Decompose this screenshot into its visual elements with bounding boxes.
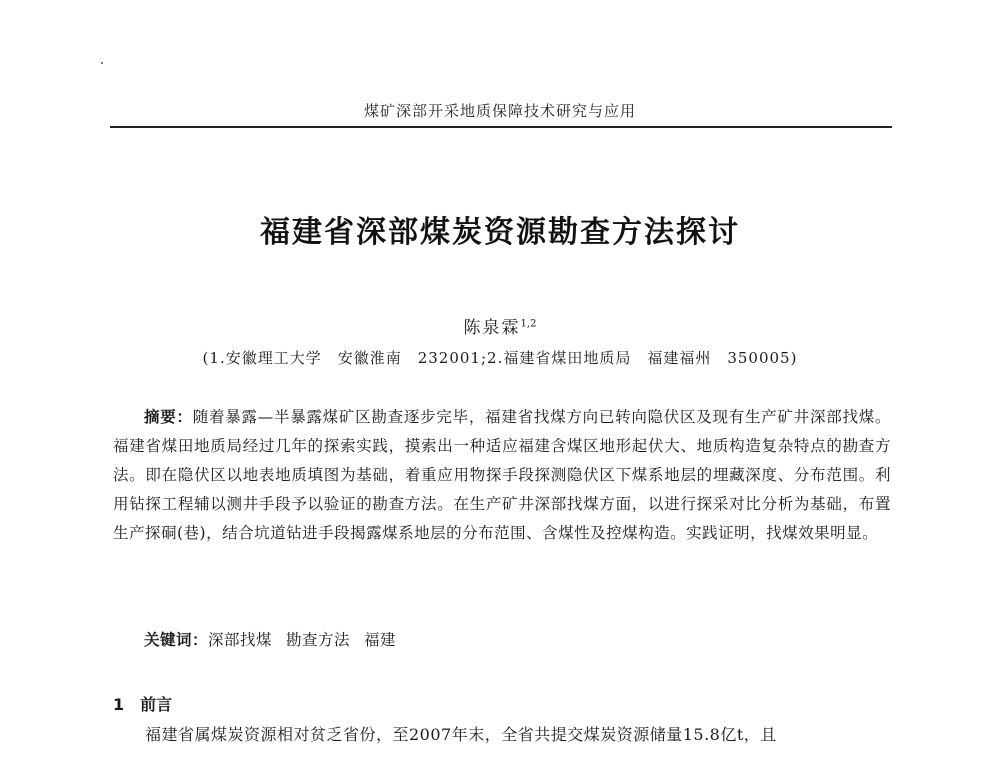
section-heading [113,692,172,715]
keyword: 勘查方法 [286,631,351,649]
header-rule [110,126,892,128]
abstract-label: 摘要： [144,408,193,426]
body-paragraph: 福建省属煤炭资源相对贫乏省份，至2007年末，全省共提交煤炭资源储量15.8亿t，且 [145,725,777,744]
abstract [113,403,891,548]
author-line [110,313,890,338]
keyword: 福建 [364,631,397,649]
section-number: 1 [113,695,125,714]
affiliation: (1.安徽理工大学 安徽淮南 232001;2.福建省煤田地质局 福建福州 350005) [202,349,798,367]
keywords [113,628,891,650]
author-name: 陈泉霖 [463,318,521,338]
keywords-label: 关键词： [144,631,209,649]
abstract-text: 随着暴露—半暴露煤矿区勘查逐步完毕，福建省找煤方向已转向隐伏区及现有生产矿井深部找煤。福建省煤田地质局经过几年的探索实践，摸索出一种适应福建含煤区地形起伏大、地质构造复杂特点的勘查方法。即在隐伏区以地表地质填图为基础，着重应用物探手段探测隐伏区下煤系地层的埋藏深度、分布范围。利用钻探工程辅以测井手段予以验证的勘查方法。在生产矿井深部找煤方面，以进行探采对比分析为基础，布置生产探硐(巷)，结合坑道钻进手段揭露煤系地层的分布范围、含煤性及控煤构造。实践证明，找煤效果明显。 [113,408,891,542]
author-affiliation-marks: 1,2 [520,318,537,330]
section-title: 前言 [140,695,173,714]
running-header: 煤矿深部开采地质保障技术研究与应用 [363,102,636,120]
paper-title: 福建省深部煤炭资源勘查方法探讨 [260,215,740,250]
keyword: 深部找煤 [208,631,273,649]
scan-speck [101,62,103,64]
